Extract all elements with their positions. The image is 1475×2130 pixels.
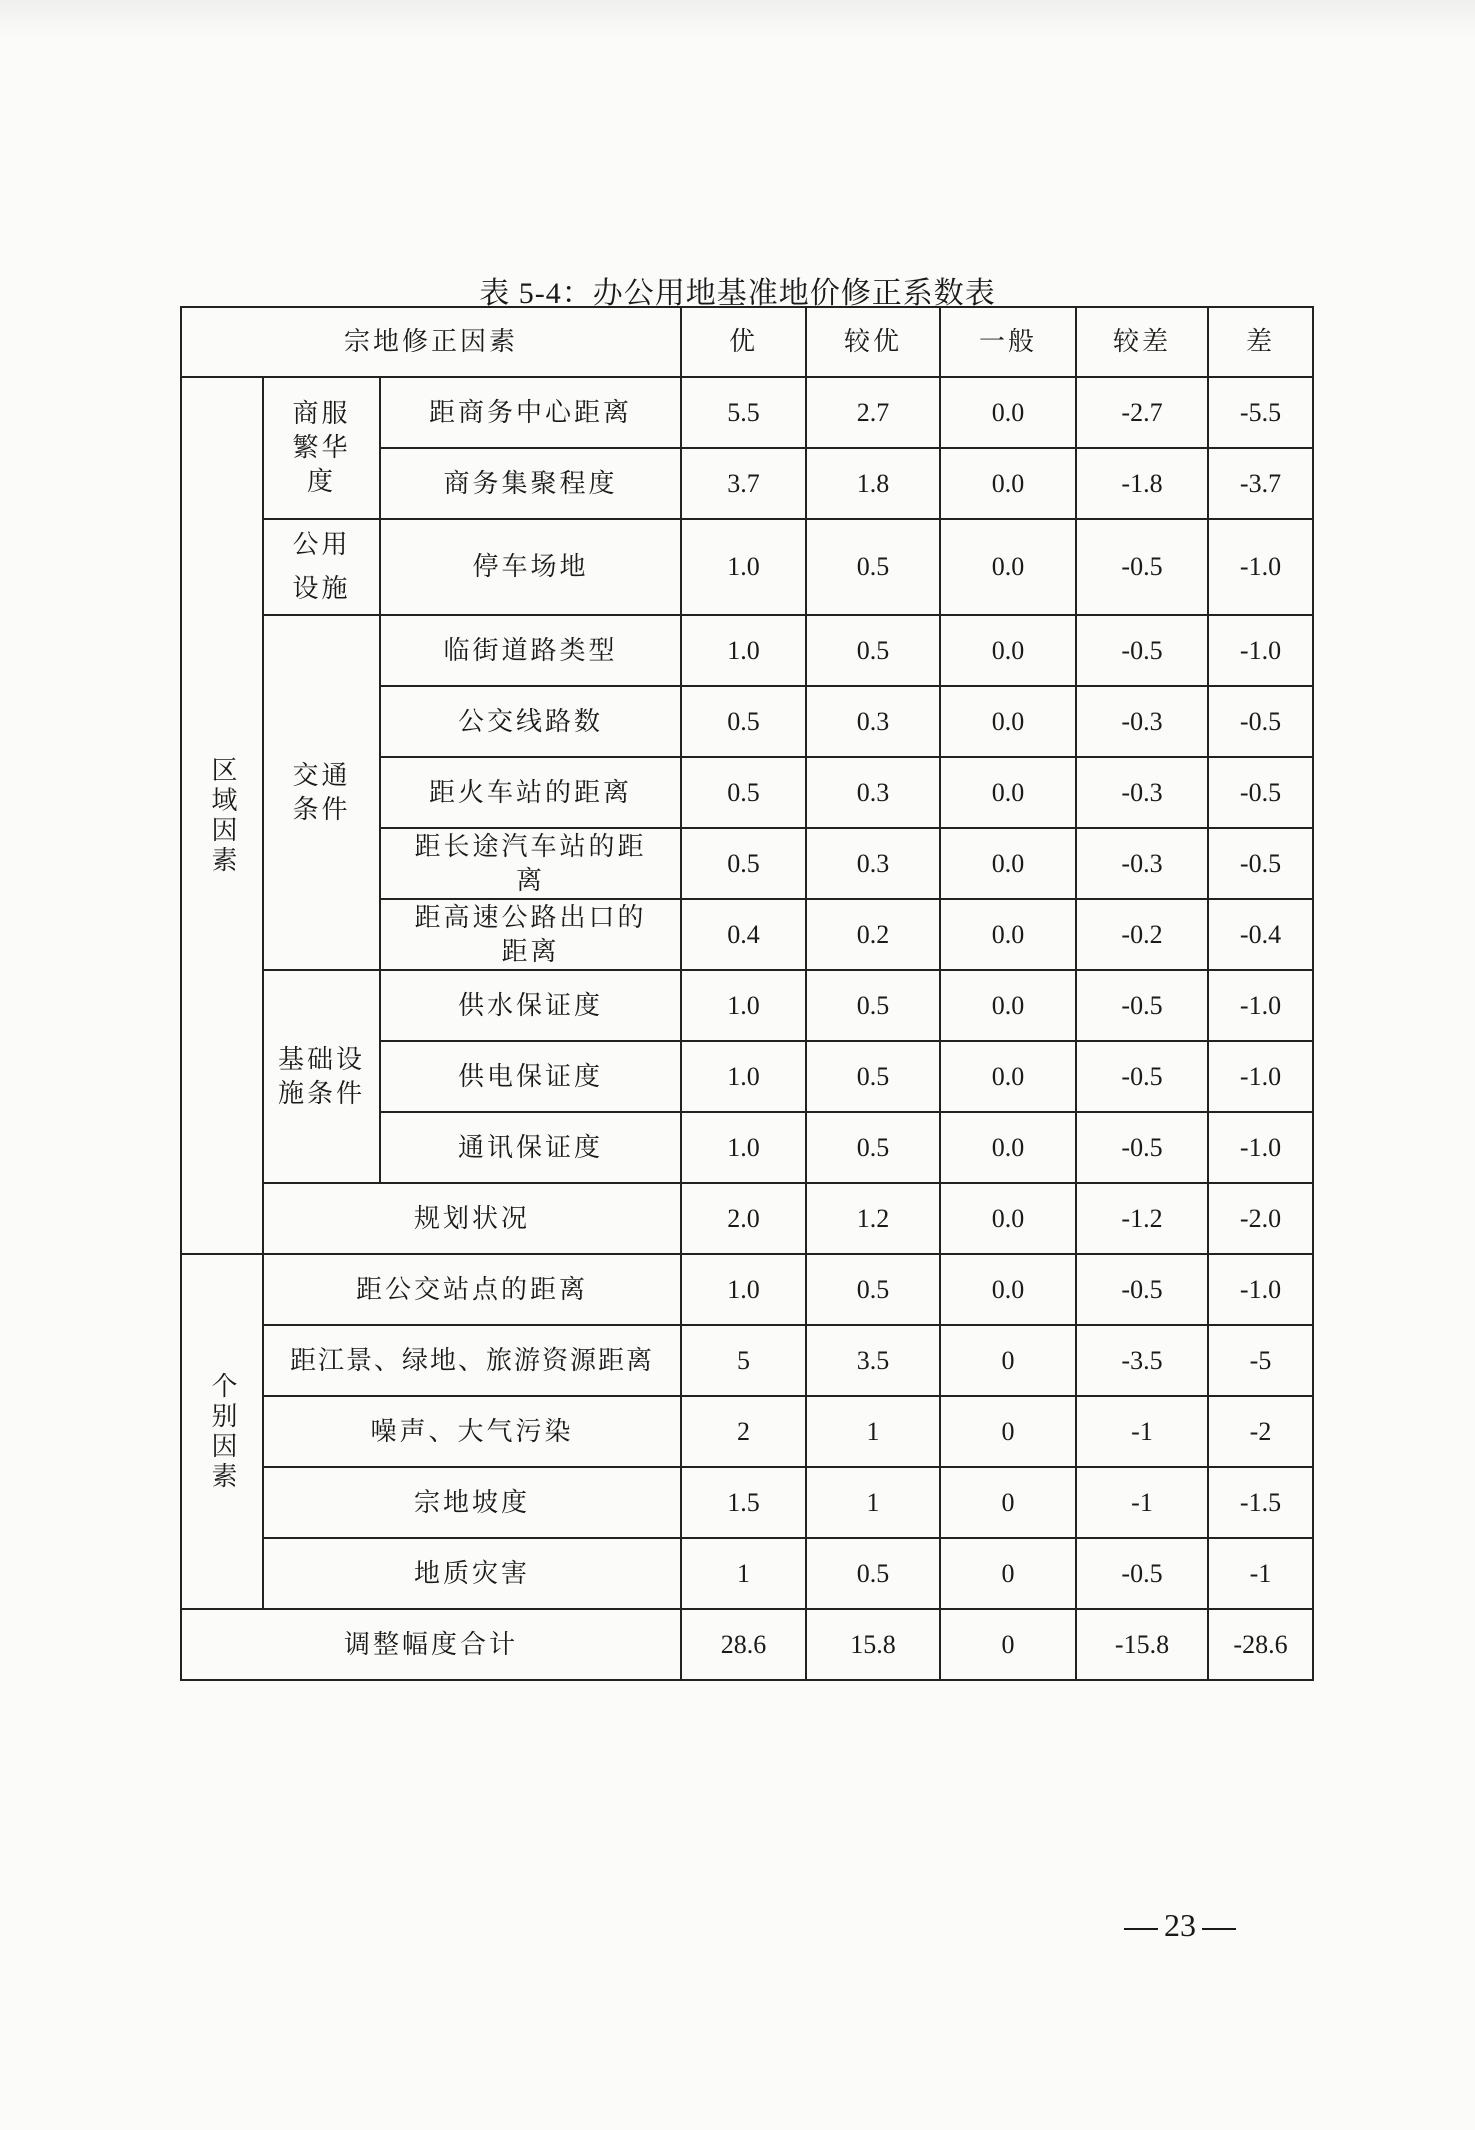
row-label: 供水保证度: [380, 970, 681, 1041]
cell-value: 0: [940, 1396, 1076, 1467]
cell-value: 0.0: [940, 377, 1076, 448]
cell-value: 0.5: [681, 757, 806, 828]
cell-value: -0.2: [1076, 899, 1208, 970]
cell-value: 2: [681, 1396, 806, 1467]
row-label: 通讯保证度: [380, 1112, 681, 1183]
cell-value: 0.5: [806, 1041, 940, 1112]
cell-value: 0.0: [940, 970, 1076, 1041]
cell-value: -0.5: [1208, 686, 1313, 757]
cell-value: 2.0: [681, 1183, 806, 1254]
cell-value: -5: [1208, 1325, 1313, 1396]
row-label: 距高速公路出口的距离: [414, 902, 647, 966]
cell-value: -3.5: [1076, 1325, 1208, 1396]
cell-value: 0.0: [940, 1112, 1076, 1183]
total-value: 28.6: [681, 1609, 806, 1680]
cell-value: -0.5: [1076, 1041, 1208, 1112]
cell-value: 1.0: [681, 519, 806, 615]
header-level-2: 较优: [806, 307, 940, 377]
cell-value: 0.5: [806, 970, 940, 1041]
cell-value: -1.0: [1208, 519, 1313, 615]
cell-value: -1.5: [1208, 1467, 1313, 1538]
row-label: 停车场地: [380, 519, 681, 615]
table-total-row: [181, 1609, 1313, 1680]
row-label: 地质灾害: [263, 1538, 681, 1609]
cell-value: 0.0: [940, 1041, 1076, 1112]
cell-value: 0.5: [681, 828, 806, 899]
header-level-4: 较差: [1076, 307, 1208, 377]
cell-value: 0.0: [940, 1183, 1076, 1254]
cell-value: 0.0: [940, 1254, 1076, 1325]
cell-value: 0.3: [806, 686, 940, 757]
cell-value: -1.0: [1208, 1254, 1313, 1325]
group-individual-label: 个别因素: [208, 1371, 237, 1492]
row-label: 供电保证度: [380, 1041, 681, 1112]
group-regional-label: 区域因素: [208, 755, 237, 876]
cell-value: 1.8: [806, 448, 940, 519]
group-public-label: 公用设施: [292, 530, 351, 603]
group-traffic: [263, 615, 380, 970]
cell-value: -1.0: [1208, 615, 1313, 686]
total-value: -15.8: [1076, 1609, 1208, 1680]
table-row: [181, 1325, 1313, 1396]
cell-value: 0.5: [806, 1254, 940, 1325]
cell-value: 0.0: [940, 686, 1076, 757]
row-label: 噪声、大气污染: [263, 1396, 681, 1467]
row-label: 距商务中心距离: [380, 377, 681, 448]
cell-value: -0.3: [1076, 828, 1208, 899]
group-public: [263, 519, 380, 615]
cell-value: 3.5: [806, 1325, 940, 1396]
cell-value: 0.3: [806, 828, 940, 899]
cell-value: 0.2: [806, 899, 940, 970]
page-number-text: 23: [1164, 1907, 1196, 1943]
header-level-5: 差: [1208, 307, 1313, 377]
table-header-row: [181, 307, 1313, 377]
row-label-cell: [380, 828, 681, 899]
total-value: 15.8: [806, 1609, 940, 1680]
group-commercial-label: 商服繁华度: [292, 399, 351, 496]
cell-value: -3.7: [1208, 448, 1313, 519]
cell-value: 1: [806, 1396, 940, 1467]
row-label: 临街道路类型: [380, 615, 681, 686]
cell-value: 2.7: [806, 377, 940, 448]
cell-value: 0.0: [940, 757, 1076, 828]
row-label: 规划状况: [263, 1183, 681, 1254]
cell-value: -0.5: [1076, 1538, 1208, 1609]
page-number: [1110, 1907, 1250, 1944]
cell-value: -1: [1076, 1396, 1208, 1467]
table-row: [181, 1538, 1313, 1609]
cell-value: 0.3: [806, 757, 940, 828]
cell-value: 0: [940, 1467, 1076, 1538]
row-label: 商务集聚程度: [380, 448, 681, 519]
table-row: [181, 377, 1313, 448]
group-traffic-label: 交通条件: [292, 760, 351, 824]
cell-value: 0.0: [940, 899, 1076, 970]
table-caption: 表 5-4：办公用地基准地价修正系数表: [479, 277, 996, 310]
cell-value: -1.8: [1076, 448, 1208, 519]
page-dash-left: [1124, 1928, 1158, 1930]
row-label: 宗地坡度: [263, 1467, 681, 1538]
row-label-cell: [380, 899, 681, 970]
cell-value: 1.0: [681, 1112, 806, 1183]
cell-value: -2: [1208, 1396, 1313, 1467]
row-label: 公交线路数: [380, 686, 681, 757]
table-row: [181, 1396, 1313, 1467]
table-row: [181, 1467, 1313, 1538]
cell-value: -1.2: [1076, 1183, 1208, 1254]
cell-value: 5: [681, 1325, 806, 1396]
cell-value: 0.0: [940, 615, 1076, 686]
group-infrastructure-label: 基础设施条件: [277, 1044, 365, 1108]
row-label: 距长途汽车站的距离: [414, 831, 647, 895]
cell-value: 0: [940, 1538, 1076, 1609]
page-dash-right: [1202, 1928, 1236, 1930]
header-level-1: 优: [681, 307, 806, 377]
header-level-3: 一般: [940, 307, 1076, 377]
cell-value: 0.0: [940, 448, 1076, 519]
cell-value: -1.0: [1208, 970, 1313, 1041]
cell-value: -0.5: [1076, 615, 1208, 686]
cell-value: 1.0: [681, 615, 806, 686]
total-value: -28.6: [1208, 1609, 1313, 1680]
cell-value: -0.3: [1076, 686, 1208, 757]
cell-value: 1.0: [681, 1041, 806, 1112]
row-label: 距江景、绿地、旅游资源距离: [263, 1325, 681, 1396]
table-row: [181, 970, 1313, 1041]
group-commercial: [263, 377, 380, 519]
cell-value: 0.5: [806, 519, 940, 615]
cell-value: 0.0: [940, 519, 1076, 615]
total-value: 0: [940, 1609, 1076, 1680]
cell-value: -0.3: [1076, 757, 1208, 828]
cell-value: -0.4: [1208, 899, 1313, 970]
cell-value: -0.5: [1076, 519, 1208, 615]
group-infrastructure: [263, 970, 380, 1183]
group-regional: [181, 377, 263, 1254]
cell-value: -2.7: [1076, 377, 1208, 448]
row-label: 距火车站的距离: [380, 757, 681, 828]
table-row: [181, 615, 1313, 686]
cell-value: 0.5: [806, 1538, 940, 1609]
cell-value: 0: [940, 1325, 1076, 1396]
group-individual: [181, 1254, 263, 1609]
cell-value: -1: [1208, 1538, 1313, 1609]
cell-value: 3.7: [681, 448, 806, 519]
cell-value: -1.0: [1208, 1041, 1313, 1112]
cell-value: -1.0: [1208, 1112, 1313, 1183]
scan-edge: [0, 0, 1475, 40]
total-label: 调整幅度合计: [181, 1609, 681, 1680]
cell-value: -5.5: [1208, 377, 1313, 448]
cell-value: 1.0: [681, 1254, 806, 1325]
cell-value: -2.0: [1208, 1183, 1313, 1254]
cell-value: 1.2: [806, 1183, 940, 1254]
table-row: [181, 1254, 1313, 1325]
cell-value: -0.5: [1076, 1112, 1208, 1183]
cell-value: -0.5: [1208, 757, 1313, 828]
cell-value: 1.0: [681, 970, 806, 1041]
cell-value: 5.5: [681, 377, 806, 448]
cell-value: 1: [806, 1467, 940, 1538]
cell-value: -1: [1076, 1467, 1208, 1538]
cell-value: 0.5: [681, 686, 806, 757]
cell-value: 0.0: [940, 828, 1076, 899]
cell-value: 0.5: [806, 615, 940, 686]
table-row: [181, 1183, 1313, 1254]
cell-value: -0.5: [1076, 970, 1208, 1041]
table-row: [181, 519, 1313, 615]
cell-value: -0.5: [1208, 828, 1313, 899]
header-factor: 宗地修正因素: [181, 307, 681, 377]
row-label: 距公交站点的距离: [263, 1254, 681, 1325]
cell-value: 1: [681, 1538, 806, 1609]
cell-value: 0.4: [681, 899, 806, 970]
correction-coefficient-table: [180, 306, 1314, 1681]
cell-value: -0.5: [1076, 1254, 1208, 1325]
cell-value: 0.5: [806, 1112, 940, 1183]
cell-value: 1.5: [681, 1467, 806, 1538]
